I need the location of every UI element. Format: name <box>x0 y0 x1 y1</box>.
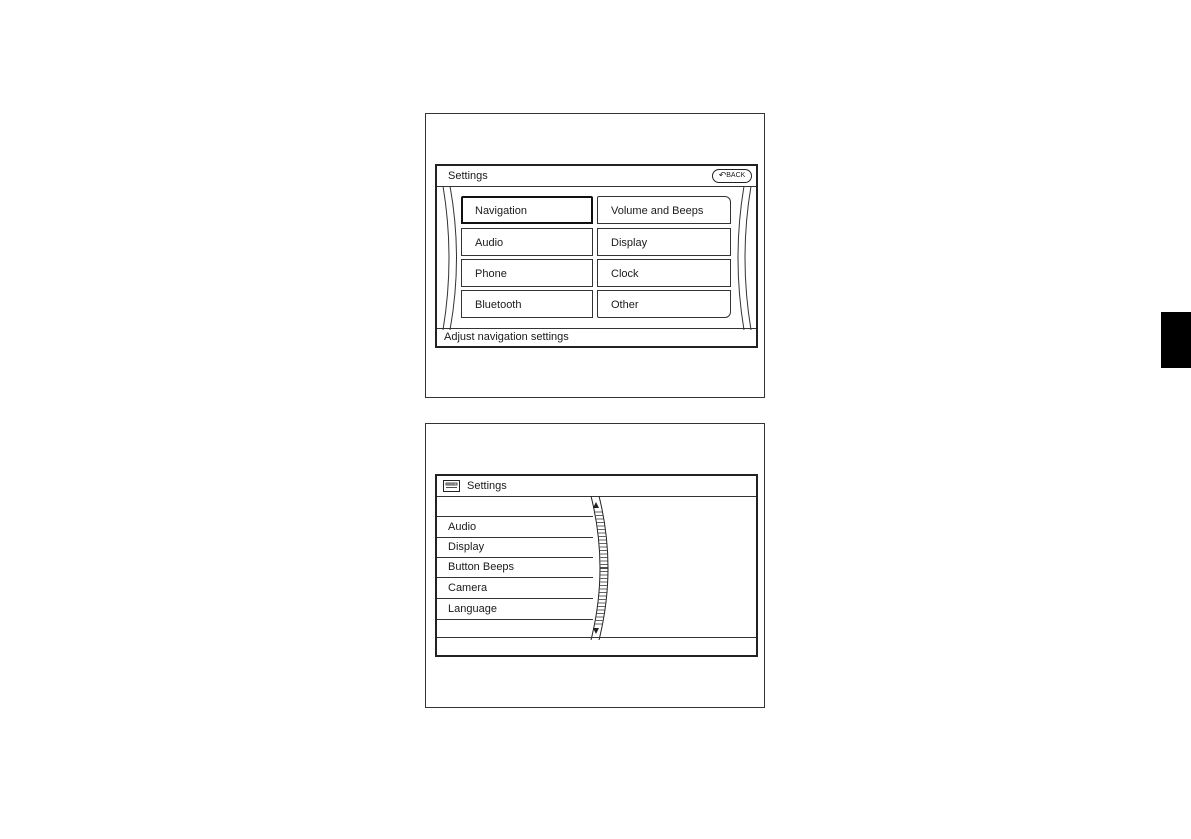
list-item-label: Display <box>448 541 485 553</box>
title-bar <box>437 166 756 187</box>
menu-item-label: Phone <box>475 268 507 280</box>
settings-keyboard-icon <box>443 480 460 492</box>
scroll-down-arrow-icon[interactable] <box>593 628 599 634</box>
list-item-label: Camera <box>448 582 488 594</box>
menu-item-label: Volume and Beeps <box>611 205 704 217</box>
menu-item-volume-and-beeps[interactable] <box>597 196 731 224</box>
settings-figure-1 <box>425 113 765 398</box>
page-title: Settings <box>448 170 488 182</box>
menu-item-label: Clock <box>611 268 639 280</box>
list-item-empty <box>437 496 593 517</box>
scrollbar[interactable] <box>587 496 621 640</box>
list-item-camera[interactable] <box>437 578 593 599</box>
menu-item-label: Audio <box>475 237 504 249</box>
list-item-label: Button Beeps <box>448 561 515 573</box>
status-bar <box>437 637 756 655</box>
back-button-label: BACK <box>726 172 746 179</box>
list-item-language[interactable] <box>437 599 593 620</box>
scroll-up-arrow-icon[interactable] <box>593 502 599 508</box>
menu-item-other[interactable] <box>597 290 731 318</box>
page-title: Settings <box>467 480 507 492</box>
menu-item-display[interactable] <box>597 228 731 256</box>
list-item-label: Language <box>448 603 497 615</box>
settings-screen <box>435 164 758 348</box>
menu-item-navigation[interactable] <box>461 196 593 224</box>
page-thumb-tab <box>1161 312 1191 368</box>
settings-list-screen <box>435 474 758 657</box>
back-button[interactable] <box>712 169 752 183</box>
menu-item-label: Navigation <box>475 205 527 217</box>
status-text: Adjust navigation settings <box>444 331 569 343</box>
list-item-label: Audio <box>448 521 477 533</box>
menu-item-clock[interactable] <box>597 259 731 287</box>
menu-item-label: Display <box>611 237 648 249</box>
u-turn-back-arrow-icon: ↶ <box>718 170 727 180</box>
settings-figure-2 <box>425 423 765 708</box>
title-bar <box>437 476 756 497</box>
menu-item-label: Other <box>611 299 639 311</box>
list-item-display[interactable] <box>437 537 593 558</box>
list-item-button-beeps[interactable] <box>437 557 593 578</box>
menu-item-phone[interactable] <box>461 259 593 287</box>
list-item-audio[interactable] <box>437 517 593 538</box>
status-bar <box>437 328 756 346</box>
menu-item-bluetooth[interactable] <box>461 290 593 318</box>
menu-item-audio[interactable] <box>461 228 593 256</box>
menu-item-label: Bluetooth <box>475 299 522 311</box>
